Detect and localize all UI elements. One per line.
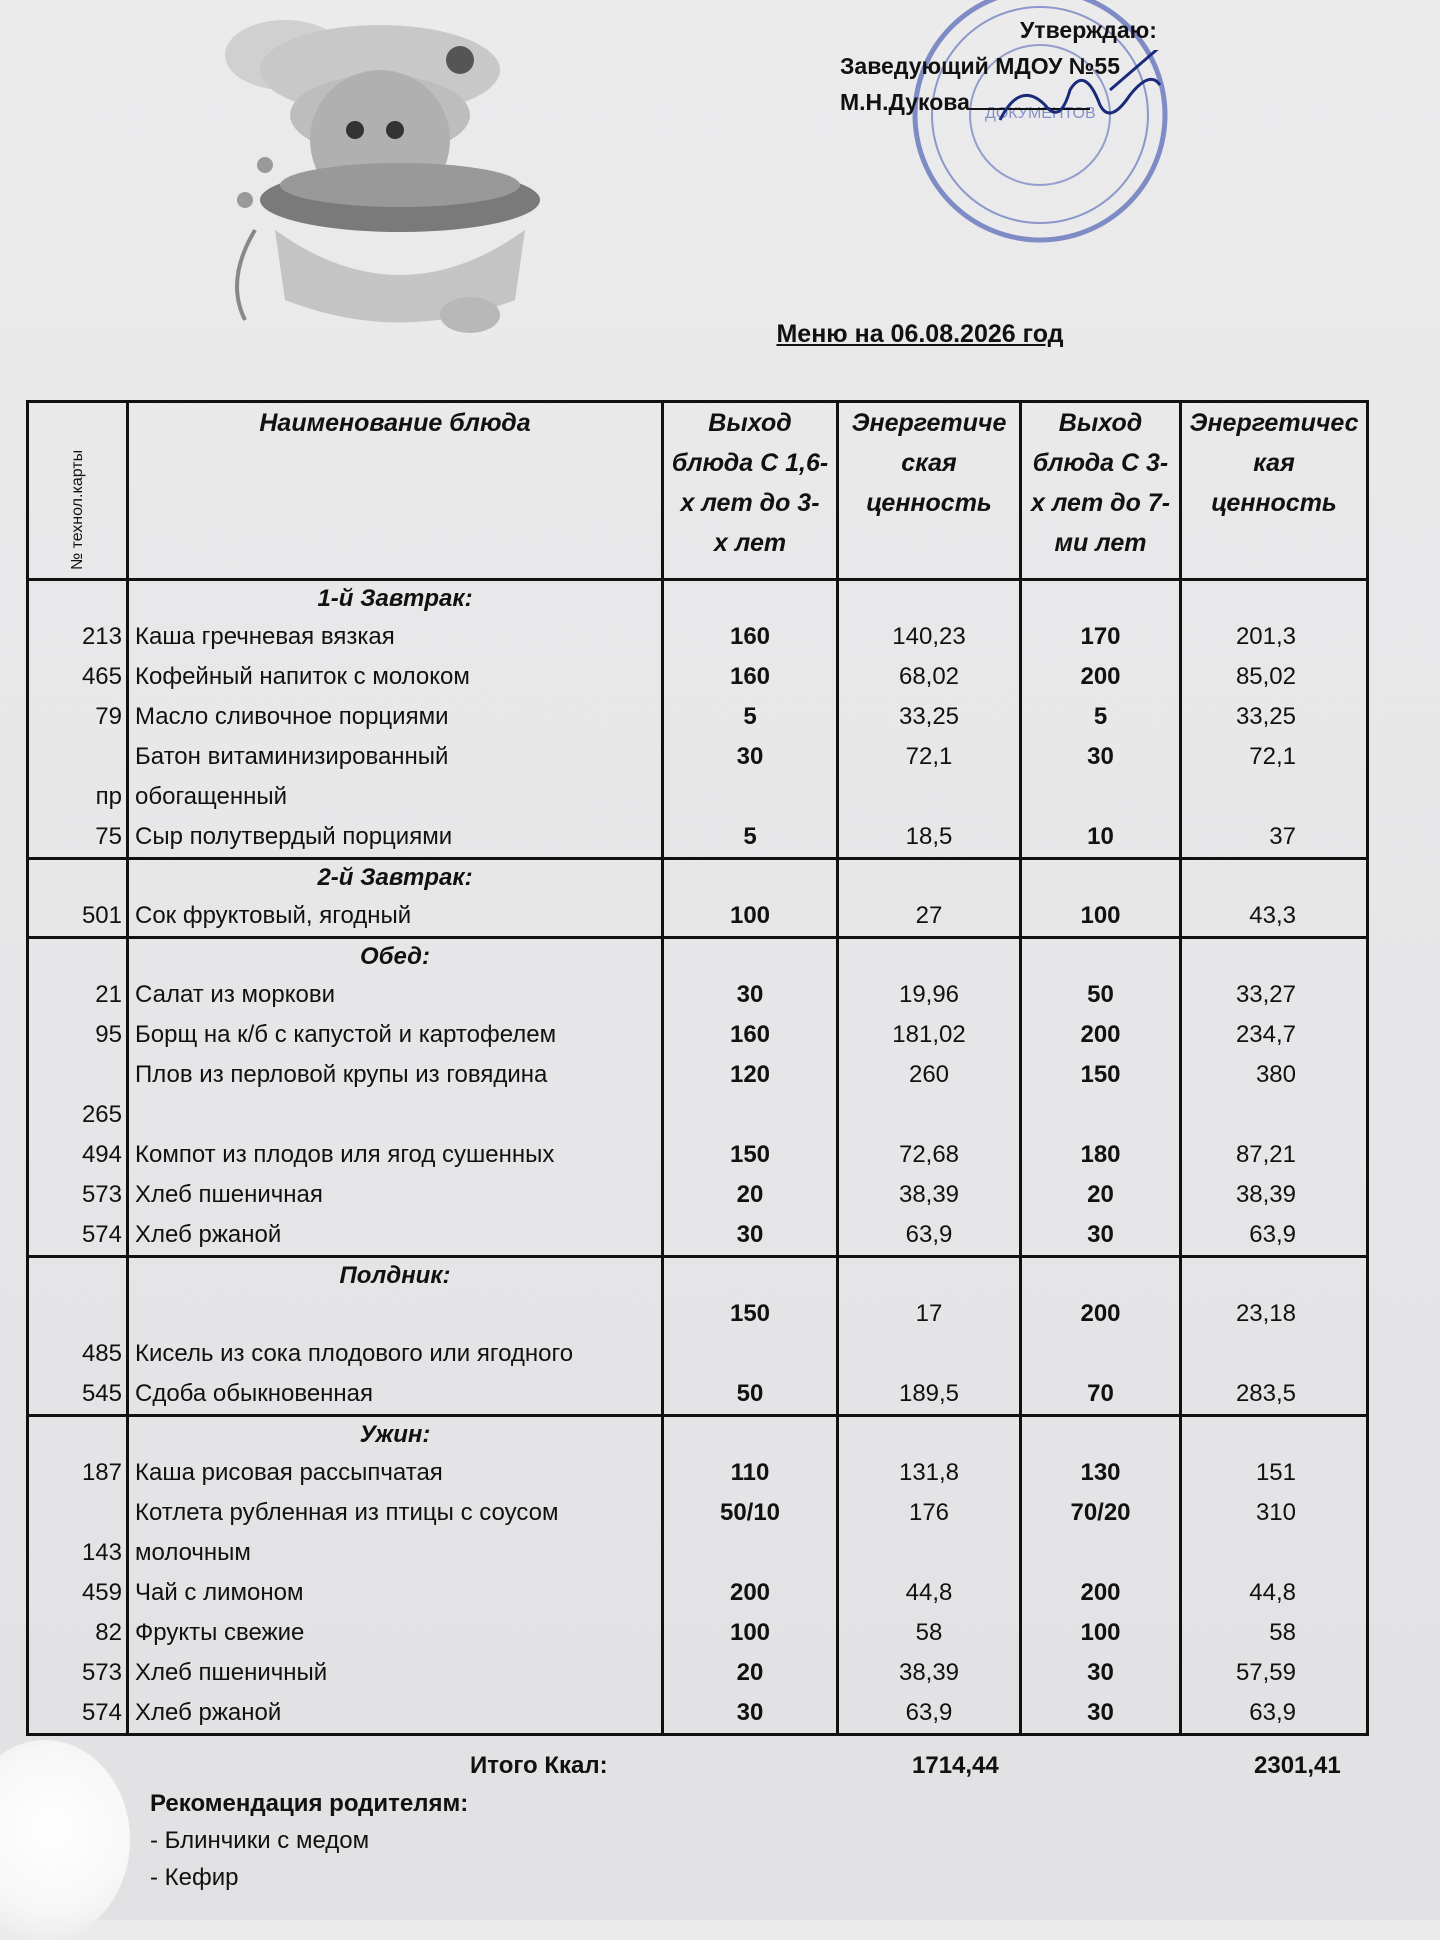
output-3-7: 200	[1080, 1021, 1121, 1048]
section-energy-3-7-cell	[1181, 1257, 1368, 1416]
output-1-3: 30	[736, 1221, 764, 1248]
energy-1-3: 189,5	[898, 1380, 960, 1407]
header-output-3-7: Выход блюда С 3- х лет до 7- ми лет	[1021, 402, 1181, 580]
dish-name: Сок фруктовый, ягодный	[135, 902, 412, 929]
recommendation-block	[150, 1785, 468, 1896]
handwritten-signature	[990, 50, 1170, 140]
dish-name: Кофейный напиток с молоком	[135, 663, 470, 690]
dish-name: Борщ на к/б с капустой и картофелем	[135, 1021, 557, 1048]
output-3-7: 100	[1080, 1619, 1121, 1646]
output-3-7: 70/20	[1070, 1499, 1131, 1526]
section-output-1-3-cell	[663, 859, 838, 938]
output-3-7	[1022, 1533, 1179, 1573]
energy-1-3: 63,9	[905, 1699, 953, 1726]
energy-1-3: 19,96	[898, 981, 960, 1008]
output-1-3	[664, 1533, 836, 1573]
dish-name: обогащенный	[135, 783, 288, 810]
tech-card-number	[29, 737, 126, 777]
dish-name	[129, 1095, 661, 1135]
dish-name: Котлета рубленная из птицы с соусом	[135, 1499, 559, 1526]
energy-1-3: 27	[915, 902, 943, 929]
output-3-7: 200	[1080, 663, 1121, 690]
tech-card-number	[29, 1055, 126, 1095]
dish-name: Плов из перловой крупы из говядина	[135, 1061, 548, 1088]
section-energy-3-7-cell	[1181, 859, 1368, 938]
header-energy-3-7: Энергетичес кая ценность	[1181, 402, 1368, 580]
tech-card-number: 21	[95, 981, 122, 1008]
energy-1-3: 38,39	[898, 1181, 960, 1208]
energy-3-7: 43,3	[1249, 902, 1296, 929]
section-title: 2-й Завтрак:	[317, 864, 473, 891]
output-1-3: 150	[729, 1141, 771, 1168]
section-title: Ужин:	[359, 1421, 431, 1448]
section-energy-1-3-cell	[838, 1416, 1021, 1735]
tech-card-number: 485	[81, 1340, 122, 1367]
section-tech-card-number-cell	[28, 580, 128, 859]
energy-3-7	[1182, 777, 1366, 817]
output-1-3: 200	[729, 1579, 771, 1606]
dish-name: Масло сливочное порциями	[135, 703, 449, 730]
energy-3-7: 33,27	[1235, 981, 1296, 1008]
energy-1-3: 68,02	[898, 663, 960, 690]
output-1-3: 20	[736, 1181, 764, 1208]
output-1-3: 100	[729, 1619, 771, 1646]
section-dish-name-cell	[128, 938, 663, 1257]
tech-card-number: 265	[81, 1101, 122, 1128]
output-3-7: 30	[1087, 743, 1114, 770]
energy-1-3: 72,1	[905, 743, 953, 770]
tech-card-number: 95	[95, 1021, 122, 1048]
energy-3-7: 151	[1255, 1459, 1296, 1486]
section-group	[28, 1416, 1368, 1735]
section-energy-3-7-cell	[1181, 1416, 1368, 1735]
output-1-3: 150	[729, 1300, 771, 1327]
header-tech-card-number: № технол.карты	[28, 402, 128, 580]
recommendation-heading: Рекомендация родителям:	[150, 1790, 469, 1817]
tech-card-number: 143	[81, 1539, 122, 1566]
output-1-3: 30	[736, 743, 764, 770]
tech-card-number	[29, 1493, 126, 1533]
energy-3-7: 310	[1255, 1499, 1296, 1526]
output-3-7: 10	[1087, 823, 1114, 850]
tech-card-number: 545	[81, 1380, 122, 1407]
section-output-1-3-cell	[663, 938, 838, 1257]
section-output-1-3-cell	[663, 1416, 838, 1735]
output-3-7	[1022, 1334, 1179, 1374]
section-group	[28, 938, 1368, 1257]
dish-name: Сдоба обыкновенная	[135, 1380, 374, 1407]
tech-card-number: 501	[81, 902, 122, 929]
decorative-child-illustration	[215, 0, 575, 345]
section-tech-card-number-cell	[28, 1416, 128, 1735]
energy-3-7	[1182, 1334, 1366, 1374]
energy-1-3	[839, 777, 1019, 817]
energy-3-7: 72,1	[1249, 743, 1296, 770]
dish-name: Компот из плодов иля ягод сушенных	[135, 1141, 555, 1168]
section-output-3-7-cell	[1021, 1257, 1181, 1416]
section-dish-name-cell	[128, 859, 663, 938]
output-3-7: 5	[1093, 703, 1108, 730]
dish-name: молочным	[135, 1539, 251, 1566]
output-3-7: 30	[1087, 1699, 1114, 1726]
dish-name: Фрукты свежие	[135, 1619, 305, 1646]
energy-1-3: 176	[908, 1499, 950, 1526]
energy-3-7: 234,7	[1235, 1021, 1296, 1048]
section-group	[28, 580, 1368, 859]
output-3-7: 200	[1080, 1300, 1121, 1327]
energy-1-3: 44,8	[905, 1579, 953, 1606]
output-3-7: 70	[1087, 1380, 1114, 1407]
output-3-7	[1022, 1095, 1179, 1135]
section-output-1-3-cell	[663, 1257, 838, 1416]
total-kcal-3-7: 2301,41	[1254, 1752, 1341, 1779]
energy-1-3: 38,39	[898, 1659, 960, 1686]
section-energy-1-3-cell	[838, 1257, 1021, 1416]
total-label: Итого Ккал:	[470, 1752, 608, 1779]
section-title: Полдник:	[339, 1262, 451, 1289]
total-kcal-1-3: 1714,44	[912, 1752, 999, 1779]
tech-card-number: 75	[95, 823, 122, 850]
energy-3-7: 38,39	[1235, 1181, 1296, 1208]
output-1-3: 160	[729, 663, 771, 690]
approval-position: Заведующий МДОУ №55	[840, 53, 1120, 79]
dish-name: Чай с лимоном	[135, 1579, 304, 1606]
recommendation-item: - Блинчики с медом	[150, 1827, 370, 1854]
dish-name: Каша гречневая вязкая	[135, 623, 395, 650]
svg-text:ДОКУМЕНТОВ: ДОКУМЕНТОВ	[985, 105, 1096, 122]
output-1-3: 160	[729, 623, 771, 650]
tech-card-number	[29, 1294, 126, 1334]
dish-name: Сыр полутвердый порциями	[135, 823, 453, 850]
header-energy-1-3: Энергетиче ская ценность	[838, 402, 1021, 580]
energy-3-7	[1182, 1533, 1366, 1573]
section-output-1-3-cell	[663, 580, 838, 859]
energy-3-7: 37	[1269, 823, 1296, 850]
tech-card-number: 574	[81, 1699, 122, 1726]
energy-3-7: 283,5	[1235, 1380, 1296, 1407]
dish-name: Кисель из сока плодового или ягодного	[135, 1340, 574, 1367]
energy-3-7: 201,3	[1235, 623, 1296, 650]
energy-1-3	[839, 1533, 1019, 1573]
output-3-7: 130	[1080, 1459, 1121, 1486]
section-tech-card-number-cell	[28, 938, 128, 1257]
light-glare	[0, 1740, 130, 1940]
menu-table	[26, 400, 1369, 1736]
energy-1-3: 260	[908, 1061, 950, 1088]
energy-3-7: 23,18	[1235, 1300, 1296, 1327]
energy-1-3: 72,68	[898, 1141, 960, 1168]
output-1-3: 30	[736, 1699, 764, 1726]
section-energy-1-3-cell	[838, 938, 1021, 1257]
section-output-3-7-cell	[1021, 1416, 1181, 1735]
tech-card-number: 82	[95, 1619, 122, 1646]
section-energy-3-7-cell	[1181, 938, 1368, 1257]
energy-3-7: 63,9	[1249, 1221, 1296, 1248]
tech-card-number: 213	[81, 623, 122, 650]
energy-3-7	[1182, 1095, 1366, 1135]
tech-card-number: 187	[81, 1459, 122, 1486]
tech-card-number: 459	[81, 1579, 122, 1606]
tech-card-number: 465	[81, 663, 122, 690]
output-3-7	[1022, 777, 1179, 817]
energy-3-7: 63,9	[1249, 1699, 1296, 1726]
energy-3-7: 33,25	[1235, 703, 1296, 730]
energy-3-7: 380	[1255, 1061, 1296, 1088]
energy-1-3: 58	[915, 1619, 943, 1646]
section-output-3-7-cell	[1021, 580, 1181, 859]
output-1-3: 30	[736, 981, 764, 1008]
dish-name: Салат из моркови	[135, 981, 335, 1008]
output-1-3: 120	[729, 1061, 771, 1088]
section-tech-card-number-cell	[28, 859, 128, 938]
energy-1-3	[839, 1095, 1019, 1135]
section-output-3-7-cell	[1021, 859, 1181, 938]
section-energy-1-3-cell	[838, 580, 1021, 859]
output-3-7: 170	[1080, 623, 1121, 650]
energy-3-7: 58	[1269, 1619, 1296, 1646]
output-1-3: 5	[743, 703, 757, 730]
section-title: 1-й Завтрак:	[317, 585, 473, 612]
dish-name: Хлеб пшеничный	[135, 1659, 328, 1686]
tech-card-number: 573	[81, 1659, 122, 1686]
output-3-7: 100	[1080, 902, 1121, 929]
output-3-7: 180	[1080, 1141, 1121, 1168]
header-dish-name: Наименование блюда	[128, 402, 663, 580]
tech-card-number: 573	[81, 1181, 122, 1208]
energy-1-3: 131,8	[898, 1459, 960, 1486]
output-1-3: 160	[729, 1021, 771, 1048]
tech-card-number: 574	[81, 1221, 122, 1248]
energy-3-7: 44,8	[1249, 1579, 1296, 1606]
output-1-3: 5	[743, 823, 757, 850]
section-dish-name-cell	[128, 1416, 663, 1735]
section-tech-card-number-cell	[28, 1257, 128, 1416]
approval-heading: Утверждаю:	[1020, 17, 1157, 43]
output-1-3: 50	[736, 1380, 764, 1407]
section-energy-1-3-cell	[838, 859, 1021, 938]
output-1-3: 100	[729, 902, 771, 929]
output-1-3	[664, 777, 836, 817]
output-3-7: 30	[1087, 1221, 1114, 1248]
energy-3-7: 57,59	[1235, 1659, 1296, 1686]
output-1-3: 50/10	[719, 1499, 781, 1526]
energy-3-7: 85,02	[1235, 663, 1296, 690]
output-3-7: 20	[1087, 1181, 1114, 1208]
dish-name: Каша рисовая рассыпчатая	[135, 1459, 443, 1486]
energy-1-3: 181,02	[892, 1021, 966, 1048]
section-group	[28, 859, 1368, 938]
tech-card-number: 494	[81, 1141, 122, 1168]
tech-card-number: 79	[95, 703, 122, 730]
energy-1-3: 17	[915, 1300, 943, 1327]
output-3-7: 30	[1087, 1659, 1114, 1686]
energy-1-3	[839, 1334, 1019, 1374]
output-1-3	[664, 1334, 836, 1374]
energy-1-3: 63,9	[905, 1221, 953, 1248]
section-energy-3-7-cell	[1181, 580, 1368, 859]
output-3-7: 200	[1080, 1579, 1121, 1606]
table-header-row	[28, 402, 1368, 580]
output-1-3: 110	[730, 1459, 770, 1486]
energy-1-3: 33,25	[898, 703, 960, 730]
energy-1-3: 140,23	[892, 623, 966, 650]
dish-name: Батон витаминизированный	[135, 743, 449, 770]
section-title: Обед:	[360, 943, 430, 970]
dish-name: Хлеб ржаной	[135, 1221, 282, 1248]
output-3-7: 150	[1080, 1061, 1121, 1088]
output-3-7: 50	[1087, 981, 1114, 1008]
section-dish-name-cell	[128, 580, 663, 859]
tech-card-number: пр	[95, 783, 122, 810]
output-1-3	[664, 1095, 836, 1135]
section-output-3-7-cell	[1021, 938, 1181, 1257]
energy-1-3: 18,5	[905, 823, 953, 850]
dish-name	[129, 1294, 661, 1334]
approval-person: М.Н.Дукова	[840, 89, 970, 115]
dish-name: Хлеб пшеничная	[135, 1181, 323, 1208]
output-1-3: 20	[736, 1659, 764, 1686]
header-output-1-3: Выход блюда С 1,6- х лет до 3- х лет	[663, 402, 838, 580]
recommendation-item: - Кефир	[150, 1864, 239, 1891]
section-dish-name-cell	[128, 1257, 663, 1416]
section-group	[28, 1257, 1368, 1416]
page-title: Меню на 06.08.2026 год	[776, 320, 1064, 348]
dish-name: Хлеб ржаной	[135, 1699, 282, 1726]
energy-3-7: 87,21	[1235, 1141, 1296, 1168]
